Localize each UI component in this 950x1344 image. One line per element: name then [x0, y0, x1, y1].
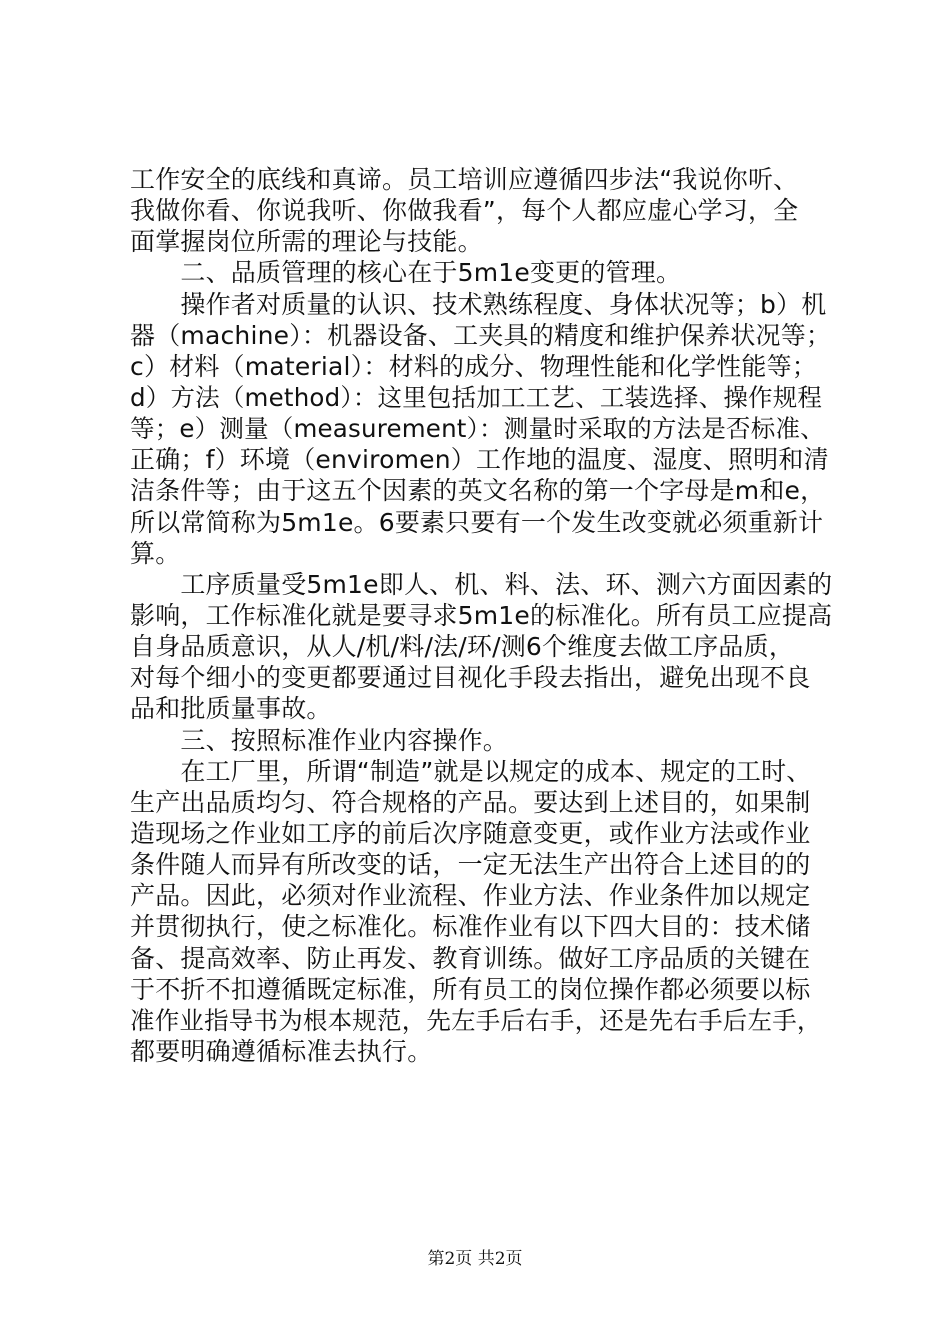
text-line: 二、品质管理的核心在于5m1e变更的管理。 [130, 258, 682, 288]
text-line: 都要明确遵循标准去执行。 [130, 1036, 433, 1066]
text-line: 正确；f）环境（enviromen）工作地的温度、湿度、照明和清 [130, 445, 829, 475]
text-line: 面掌握岗位所需的理论与技能。 [130, 227, 483, 257]
text-line: 在工厂里，所谓“制造”就是以规定的成本、规定的工时、 [130, 756, 812, 786]
text-line: 工序质量受5m1e即人、机、料、法、环、测六方面因素的 [130, 569, 833, 599]
text-line: 对每个细小的变更都要通过目视化手段去指出，避免出现不良 [130, 663, 811, 693]
text-line: 工作安全的底线和真谛。员工培训应遵循四步法“我说你听、 [130, 165, 799, 194]
text-line: 影响，工作标准化就是要寻求5m1e的标准化。所有员工应提高 [130, 600, 833, 630]
text-line: d）方法（method）：这里包括加工工艺、工装选择、操作规程 [130, 382, 823, 412]
text-line: c）材料（material）：材料的成分、物理性能和化学性能等； [130, 351, 817, 381]
text-line: 备、提高效率、防止再发、教育训练。做好工序品质的关键在 [130, 943, 811, 973]
text-line: 所以常简称为5m1e。6要素只要有一个发生改变就必须重新计 [130, 507, 824, 537]
text-line: 准作业指导书为根本规范，先左手后右手，还是先右手后左手， [130, 1005, 822, 1035]
text-line: 三、按照标准作业内容操作。 [130, 725, 509, 755]
text-line: 操作者对质量的认识、技术熟练程度、身体状况等；b）机 [130, 289, 827, 319]
text-line: 洁条件等；由于这五个因素的英文名称的第一个字母是m和e， [130, 476, 826, 506]
text-line: 品和批质量事故。 [130, 694, 332, 724]
text-line: 算。 [130, 538, 181, 568]
text-line: 器（machine）：机器设备、工夹具的精度和维护保养状况等； [130, 320, 832, 350]
text-line: 我做你看、你说我听、你做我看”，每个人都应虚心学习，全 [130, 196, 799, 226]
body-text [130, 164, 833, 1067]
text-line: 自身品质意识，从人/机/料/法/环/测6个维度去做工序品质， [130, 632, 795, 662]
text-line: 产品。因此，必须对作业流程、作业方法、作业条件加以规定 [130, 881, 811, 911]
page-footer: 第2页 共2页 [427, 1249, 523, 1269]
text-line: 生产出品质均匀、符合规格的产品。要达到上述目的，如果制 [130, 787, 811, 817]
text-line: 并贯彻执行，使之标准化。标准作业有以下四大目的：技术储 [130, 912, 811, 942]
text-line: 条件随人而异有所改变的话，一定无法生产出符合上述目的的 [130, 850, 811, 880]
text-line: 等；e）测量（measurement）：测量时采取的方法是否标准、 [130, 414, 825, 444]
text-line: 造现场之作业如工序的前后次序随意变更，或作业方法或作业 [130, 818, 811, 848]
text-line: 于不折不扣遵循既定标准，所有员工的岗位操作都必须要以标 [130, 974, 811, 1004]
